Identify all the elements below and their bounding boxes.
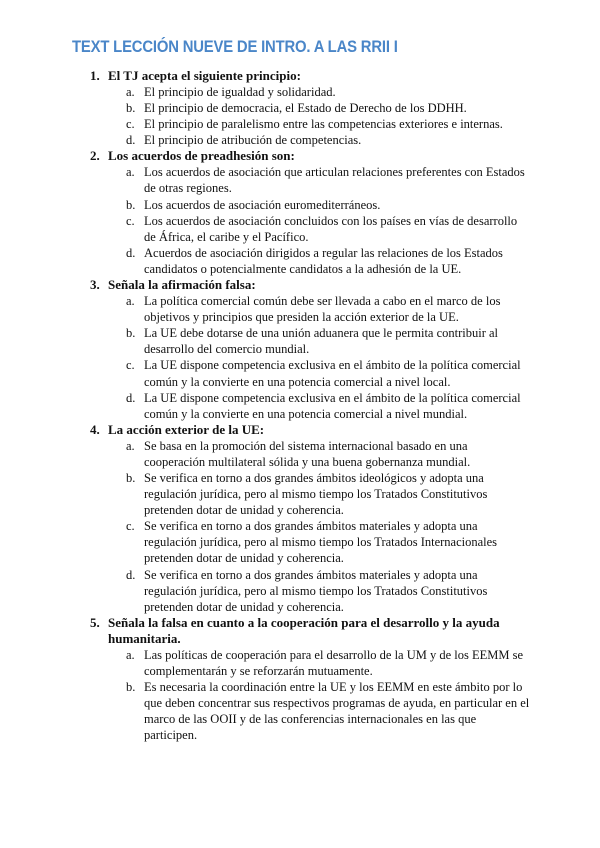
- question-text: Señala la afirmación falsa:: [108, 277, 256, 293]
- option-item: [108, 679, 530, 743]
- option-letter: a.: [126, 165, 135, 180]
- question-item: [78, 615, 530, 744]
- option-letter: d.: [126, 245, 136, 260]
- question-item: [78, 277, 530, 422]
- option-item: [108, 132, 530, 148]
- option-letter: a.: [126, 438, 135, 453]
- option-letter: c.: [126, 117, 135, 132]
- option-item: [108, 470, 530, 518]
- option-list: [108, 647, 530, 744]
- option-text: El principio de atribución de competencias.: [144, 133, 362, 148]
- question-item: [78, 68, 530, 148]
- option-item: [108, 647, 530, 679]
- option-letter: c.: [126, 519, 135, 534]
- question-text: Señala la falsa en cuanto a la cooperación para el desarrollo y la ayuda humanitaria.: [108, 614, 500, 646]
- option-item: [108, 293, 530, 325]
- option-text: Se verifica en torno a dos grandes ámbitos materiales y adopta una regulación jurídica, pero al mismo tiempo los Tratados Internacionales pretenden dotar de unidad y coherencia.: [144, 519, 498, 566]
- option-text: La UE dispone competencia exclusiva en el ámbito de la política comercial común y la convierte en una potencia comercial a nivel local.: [144, 358, 521, 389]
- question-list: [78, 68, 530, 743]
- option-text: Se verifica en torno a dos grandes ámbitos materiales y adopta una regulación jurídica, pero al mismo tiempo los Tratados Constitutivos pretenden dotar de unidad y coherencia.: [144, 567, 488, 614]
- question-item: [78, 422, 530, 615]
- option-text: Los acuerdos de asociación euromediterráneos.: [144, 197, 381, 212]
- option-item: [108, 567, 530, 615]
- option-text: Los acuerdos de asociación que articulan relaciones preferentes con Estados de otras regiones.: [144, 165, 525, 196]
- document-title: TEXT LECCIÓN NUEVE DE INTRO. A LAS RRII I: [72, 38, 398, 56]
- option-item: [108, 438, 530, 470]
- option-text: Se verifica en torno a dos grandes ámbitos ideológicos y adopta una regulación jurídica, pero al mismo tiempo los Tratados Constitutivos pretenden dotar de unidad y coherencia.: [144, 470, 488, 518]
- option-item: [108, 213, 530, 245]
- option-text: Las políticas de cooperación para el desarrollo de la UM y de los EEMM se complementarán y se reforzarán mutuamente.: [144, 647, 524, 678]
- question-text: Los acuerdos de preadhesión son:: [108, 148, 295, 164]
- question-item: [78, 148, 530, 277]
- option-text: La UE dispone competencia exclusiva en el ámbito de la política comercial común y la convierte en una potencia comercial a nivel mundial.: [144, 390, 521, 421]
- option-text: El principio de democracia, el Estado de Derecho de los DDHH.: [144, 101, 467, 116]
- option-letter: a.: [126, 85, 135, 99]
- option-list: [108, 293, 530, 422]
- question-text: El TJ acepta el siguiente principio:: [108, 68, 301, 83]
- option-item: [108, 100, 530, 116]
- question-text: La acción exterior de la UE:: [108, 421, 265, 437]
- option-text: La política comercial común debe ser llevada a cabo en el marco de los objetivos y principios que presiden la acción exterior de la UE.: [144, 294, 501, 325]
- option-letter: c.: [126, 358, 135, 373]
- option-text: Acuerdos de asociación dirigidos a regular las relaciones de los Estados candidatos o potencialmente candidatos a la adhesión de la UE.: [144, 245, 503, 276]
- option-text: Se basa en la promoción del sistema internacional basado en una cooperación multilateral sólida y una buena gobernanza mundial.: [144, 438, 471, 469]
- option-letter: b.: [126, 470, 136, 485]
- option-item: [108, 325, 530, 357]
- option-item: [108, 116, 530, 132]
- option-list: [108, 84, 530, 148]
- option-text: El principio de paralelismo entre las competencias exteriores e internas.: [144, 117, 503, 132]
- option-letter: b.: [126, 101, 136, 116]
- option-text: Es necesaria la coordinación entre la UE y los EEMM en este ámbito por lo que deben concentrar sus respectivos programas de ayuda, en particular en el marco de las OOII y de las conferencias internacionales en las que participen.: [144, 680, 530, 743]
- option-letter: b.: [126, 197, 136, 212]
- option-letter: a.: [126, 647, 135, 662]
- question-number: 2.: [90, 148, 100, 164]
- option-item: [108, 390, 530, 422]
- question-number: 5.: [90, 614, 100, 630]
- option-item: [108, 84, 530, 100]
- question-number: 1.: [90, 68, 100, 83]
- option-letter: b.: [126, 326, 136, 341]
- option-letter: c.: [126, 213, 135, 228]
- option-letter: d.: [126, 390, 136, 405]
- question-number: 3.: [90, 277, 100, 293]
- option-item: [108, 164, 530, 196]
- option-list: [108, 164, 530, 277]
- option-letter: a.: [126, 294, 135, 309]
- option-letter: d.: [126, 133, 136, 148]
- option-item: [108, 518, 530, 566]
- option-item: [108, 357, 530, 389]
- option-text: El principio de igualdad y solidaridad.: [144, 85, 336, 99]
- option-item: [108, 245, 530, 277]
- option-letter: b.: [126, 680, 136, 694]
- option-text: La UE debe dotarse de una unión aduanera que le permita contribuir al desarrollo del comercio mundial.: [144, 326, 499, 357]
- option-item: [108, 197, 530, 213]
- question-number: 4.: [90, 421, 100, 437]
- option-list: [108, 438, 530, 615]
- option-letter: d.: [126, 567, 136, 582]
- option-text: Los acuerdos de asociación concluidos con los países en vías de desarrollo de África, el caribe y el Pacífico.: [144, 213, 518, 244]
